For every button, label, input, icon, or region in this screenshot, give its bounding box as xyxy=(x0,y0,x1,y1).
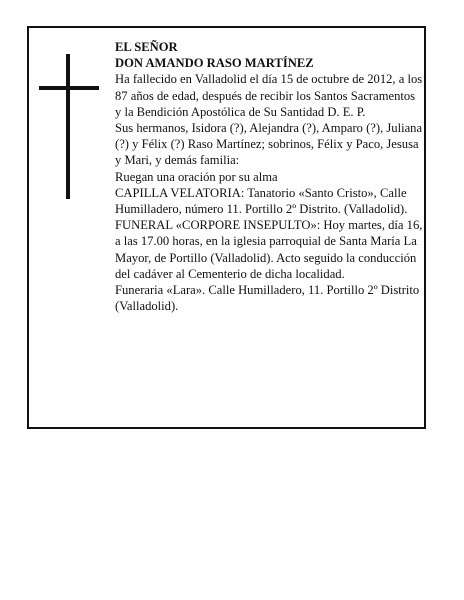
cross-icon xyxy=(39,54,99,199)
obituary-title: EL SEÑOR xyxy=(115,40,178,54)
obituary-text xyxy=(115,39,423,314)
funeral-home-info: Funeraria «Lara». Calle Humilladero, 11. Portillo 2º Distrito (Valladolid). xyxy=(115,283,420,314)
cross-vertical-bar xyxy=(66,54,70,199)
prayer-request: Ruegan una oración por su alma xyxy=(115,169,278,184)
family-list: Sus hermanos, Isidora (?), Alejandra (?), Amparo (?), Juliana (?) y Félix (?) Raso Martínez; sobrinos, Félix y Paco, Jesusa y Mari, y demás familia: xyxy=(115,121,423,168)
funeral-info: FUNERAL «CORPORE INSEPULTO»: Hoy martes, día 16, a las 17.00 horas, en la iglesia parroquial de Santa María La Mayor, de Portillo (Valladolid). Acto seguido la conducción del cadáver al Cementerio de dicha localidad. xyxy=(115,218,423,281)
death-announcement: Ha fallecido en Valladolid el día 15 de octubre de 2012, a los 87 años de edad, después de recibir los Santos Sacramentos y la Bendición Apostólica de Su Santidad D. E. P. xyxy=(115,72,423,119)
deceased-name: DON AMANDO RASO MARTÍNEZ xyxy=(115,56,314,71)
chapel-info: CAPILLA VELATORIA: Tanatorio «Santo Cristo», Calle Humilladero, número 11. Portillo 2º Distrito. (Valladolid). xyxy=(115,185,408,217)
obituary-notice xyxy=(27,26,426,429)
cross-horizontal-bar xyxy=(39,86,99,90)
